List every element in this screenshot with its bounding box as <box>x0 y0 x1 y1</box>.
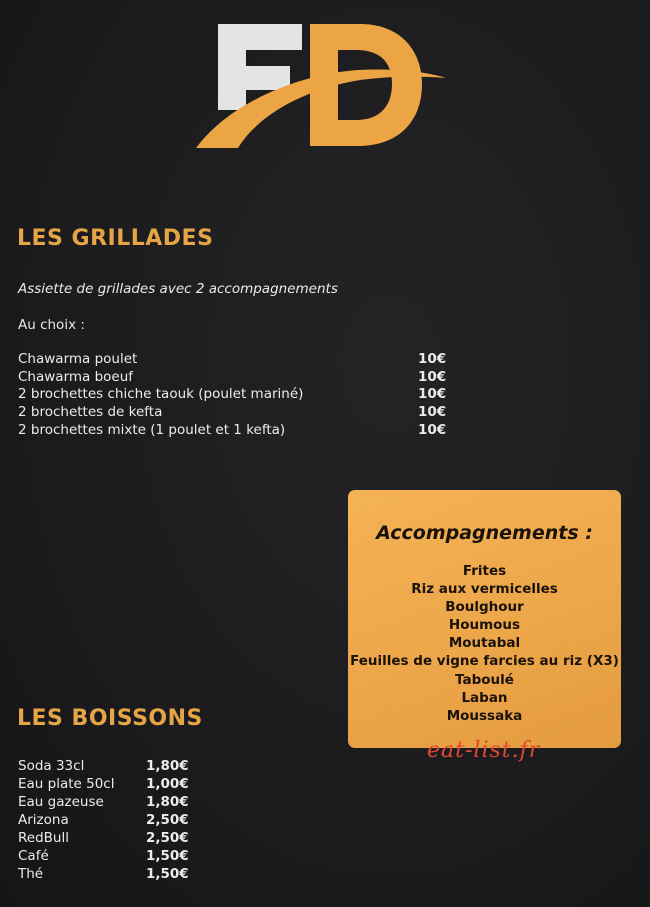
item-name: Eau gazeuse <box>18 794 104 810</box>
list-item: Moussaka <box>446 707 523 724</box>
grillades-title: LES GRILLADES <box>17 226 214 251</box>
item-name: Chawarma poulet <box>18 351 138 367</box>
item-price: 10€ <box>418 386 447 403</box>
item-price: 1,00€ <box>146 776 189 792</box>
list-item <box>18 847 193 865</box>
item-name: Soda 33cl <box>18 758 85 774</box>
watermark: eat-list.fr <box>427 738 541 763</box>
list-item <box>18 422 448 440</box>
list-item: Houmous <box>448 617 521 634</box>
list-item <box>18 775 193 793</box>
list-item: Moutabal <box>448 635 521 652</box>
list-item <box>18 369 448 387</box>
item-price: 10€ <box>418 351 447 367</box>
accompagnements-title: Accompagnements : <box>376 522 593 544</box>
list-item <box>18 386 448 404</box>
item-name: Eau plate 50cl <box>18 776 115 792</box>
boissons-list <box>18 757 193 883</box>
list-item <box>18 757 193 775</box>
item-price: 1,80€ <box>146 794 189 810</box>
item-name: Arizona <box>18 812 69 828</box>
item-price: 1,50€ <box>146 848 189 864</box>
item-price: 1,80€ <box>146 758 189 774</box>
list-item: Boulghour <box>445 599 524 616</box>
list-item <box>18 829 193 847</box>
fd-logo <box>190 14 460 154</box>
list-item <box>18 865 193 883</box>
item-name: Café <box>18 848 49 864</box>
list-item <box>18 404 448 422</box>
item-name: RedBull <box>18 830 69 846</box>
item-name: Thé <box>18 866 44 882</box>
item-price: 1,50€ <box>146 866 189 882</box>
list-item: Frites <box>462 563 507 579</box>
list-item: Taboulé <box>455 671 514 688</box>
item-price: 2,50€ <box>146 830 189 846</box>
list-item: Laban <box>461 689 508 706</box>
grillades-subtitle: Assiette de grillades avec 2 accompagnements <box>18 281 338 297</box>
item-name: Chawarma boeuf <box>18 368 134 385</box>
item-price: 10€ <box>418 404 447 421</box>
grillades-list <box>18 351 448 439</box>
choice-label: Au choix : <box>18 317 85 333</box>
item-name: 2 brochettes de kefta <box>18 404 163 421</box>
item-name: 2 brochettes mixte (1 poulet et 1 kefta) <box>18 421 286 438</box>
item-price: 10€ <box>418 368 447 385</box>
item-price: 10€ <box>418 421 447 438</box>
boissons-title: LES BOISSONS <box>17 706 203 731</box>
item-name: 2 brochettes chiche taouk (poulet mariné) <box>18 386 304 403</box>
list-item <box>18 811 193 829</box>
item-price: 2,50€ <box>146 812 189 828</box>
list-item <box>18 793 193 811</box>
accompagnements-list <box>348 562 621 725</box>
accompagnements-card <box>348 490 621 748</box>
list-item: Riz aux vermicelles <box>411 581 558 598</box>
list-item: Feuilles de vigne farcies au riz (X3) <box>350 653 619 670</box>
list-item <box>18 351 448 369</box>
